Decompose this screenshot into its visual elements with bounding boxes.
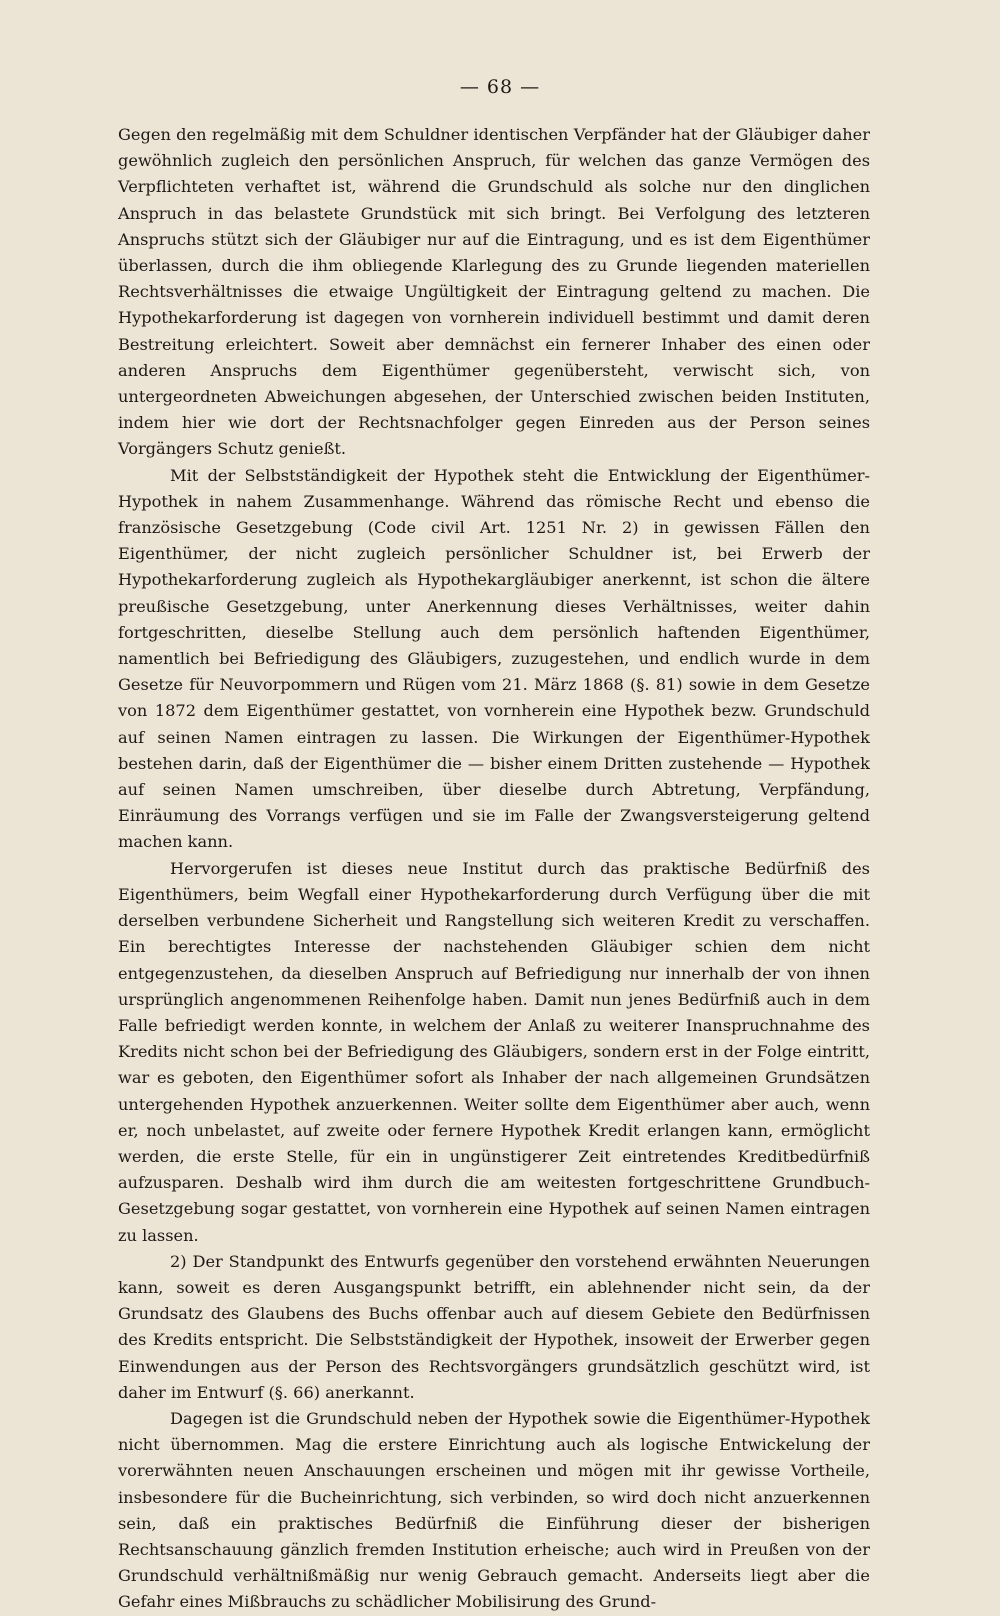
paragraph: Mit der Selbstständigkeit der Hypothek steht die Entwicklung der Eigenthümer-Hypothek in nahem Zusammenhange. Während das römische Recht und ebenso die französische Gesetzgebung (Code civil Art. 1251 Nr. 2) in gewissen Fällen den Eigenthümer, der nicht zugleich persönlicher Schuldner ist, bei Erwerb der Hypothekarforderung zugleich als Hypothekargläubiger anerkennt, ist schon die ältere preußische Gesetzgebung, unter Anerkennung dieses Verhältnisses, weiter dahin fortgeschritten, dieselbe Stellung auch dem persönlich haftenden Eigenthümer, namentlich bei Befriedigung des Gläubigers, zuzugestehen, und endlich wurde in dem Gesetze für Neuvorpommern und Rügen vom 21. März 1868 (§. 81) sowie in dem Gesetze von 1872 dem Eigenthümer gestattet, von vornherein eine Hypothek bezw. Grundschuld auf seinen Namen eintragen zu lassen. Die Wirkungen der Eigenthümer-Hypothek bestehen darin, daß der Eigenthümer die — bisher einem Dritten zustehende — Hypothek auf seinen Namen umschreiben, über dieselbe durch Abtretung, Verpfändung, Einräumung des Vorrangs verfügen und sie im Falle der Zwangsversteigerung geltend machen kann.	[118, 465, 870, 852]
paragraph: Dagegen ist die Grundschuld neben der Hypothek sowie die Eigenthümer-Hypothek nicht übernommen. Mag die erstere Einrichtung auch als logische Entwickelung der vorerwähnten neuen Anschauungen erscheinen und mögen mit ihr gewisse Vortheile, insbesondere für die Bucheinrichtung, sich verbinden, so wird doch nicht anzuerkennen sein, daß ein praktisches Bedürfniß die Einführung dieser der bisherigen Rechtsanschauung gänzlich fremden Institution erheische; auch wird in Preußen von der Grundschuld verhältnißmäßig nur wenig Gebrauch gemacht. Anderseits liegt aber die Gefahr eines Mißbrauchs zu schädlicher Mobilisirung des Grund-	[118, 1408, 870, 1612]
body-text	[118, 122, 870, 1616]
paragraph: Gegen den regelmäßig mit dem Schuldner identischen Verpfänder hat der Gläubiger daher gewöhnlich zugleich den persönlichen Anspruch, für welchen das ganze Vermögen des Verpflichteten verhaftet ist, während die Grundschuld als solche nur den dinglichen Anspruch in das belastete Grundstück mit sich bringt. Bei Verfolgung des letzteren Anspruchs stützt sich der Gläubiger nur auf die Eintragung, und es ist dem Eigenthümer überlassen, durch die ihm obliegende Klarlegung des zu Grunde liegenden materiellen Rechtsverhältnisses die etwaige Ungültigkeit der Eintragung geltend zu machen. Die Hypothekarforderung ist dagegen von vornherein individuell bestimmt und damit deren Bestreitung erleichtert. Soweit aber demnächst ein fernerer Inhaber des einen oder anderen Anspruchs dem Eigenthümer gegenübersteht, verwischt sich, von untergeordneten Abweichungen abgesehen, der Unterschied zwischen beiden Instituten, indem hier wie dort der Rechtsnachfolger gegen Einreden aus der Person seines Vorgängers Schutz genießt.	[118, 125, 870, 459]
paragraph: 2) Der Standpunkt des Entwurfs gegenüber den vorstehend erwähnten Neuerungen kann, soweit es deren Ausgangspunkt betrifft, ein ablehnender nicht sein, da der Grundsatz des Glaubens des Buchs offenbar auch auf diesem Gebiete den Bedürfnissen des Kredits entspricht. Die Selbstständigkeit der Hypothek, insoweit der Erwerber gegen Einwendungen aus der Person des Rechtsvorgängers grundsätzlich geschützt wird, ist daher im Entwurf (§. 66) anerkannt.	[118, 1251, 870, 1402]
page-number: — 68 —	[459, 76, 541, 98]
paragraph: Hervorgerufen ist dieses neue Institut durch das praktische Bedürfniß des Eigenthümers, beim Wegfall einer Hypothekarforderung durch Verfügung über die mit derselben verbundene Sicherheit und Rangstellung sich weiteren Kredit zu verschaffen. Ein berechtigtes Interesse der nachstehenden Gläubiger schien dem nicht entgegenzustehen, da dieselben Anspruch auf Befriedigung nur innerhalb der von ihnen ursprünglich angenommenen Reihenfolge haben. Damit nun jenes Bedürfniß auch in dem Falle befriedigt werden konnte, in welchem der Anlaß zu weiterer Inanspruchnahme des Kredits nicht schon bei der Befriedigung des Gläubigers, sondern erst in der Folge eintritt, war es geboten, den Eigenthümer sofort als Inhaber der nach allgemeinen Grundsätzen untergehenden Hypothek anzuerkennen. Weiter sollte dem Eigenthümer aber auch, wenn er, noch unbelastet, auf zweite oder fernere Hypothek Kredit erlangen kann, ermöglicht werden, die erste Stelle, für ein in ungünstigerer Zeit eintretendes Kreditbedürfniß aufzusparen. Deshalb wird ihm durch die am weitesten fortgeschrittene Grundbuch-Gesetzgebung sogar gestattet, von vornherein eine Hypothek auf seinen Namen eintragen zu lassen.	[118, 858, 870, 1245]
